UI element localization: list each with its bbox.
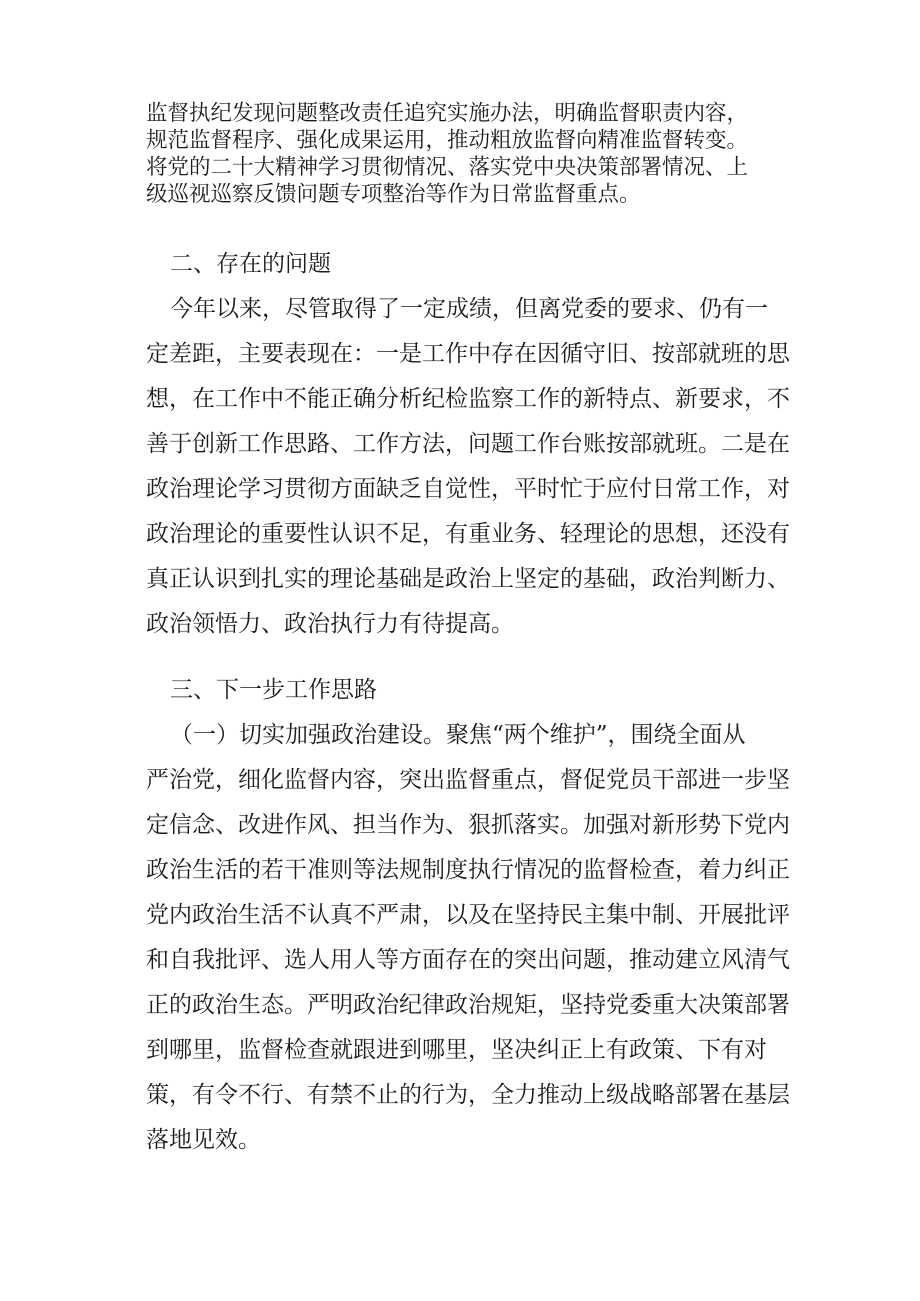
text-line: 规范监督程序、强化成果运用，推动粗放监督向精准监督转变。: [146, 128, 749, 153]
text-line: （一）切实加强政治建设。聚焦“两个维护”，围绕全面从: [170, 722, 746, 748]
text-line: 级巡视巡察反馈问题专项整治等作为日常监督重点。: [146, 182, 641, 207]
text-line: 策，有令不行、有禁不止的行为，全力推动上级战略部署在基层: [146, 1082, 790, 1108]
text-line: 将党的二十大精神学习贯彻情况、落实党中央决策部署情况、上: [146, 155, 749, 180]
text-line: 监督执纪发现问题整改责任追究实施办法，明确监督职责内容，: [146, 101, 749, 126]
text-line: 定信念、改进作风、担当作为、狠抓落实。加强对新形势下党内: [146, 812, 790, 838]
text-line: 政治生活的若干准则等法规制度执行情况的监督检查，着力纠正: [146, 857, 790, 883]
section-existing-problems: [146, 242, 790, 647]
text-line: 真正认识到扎实的理论基础是政治上坚定的基础，政治判断力、: [146, 566, 790, 592]
text-line: 党内政治生活不认真不严肃，以及在坚持民主集中制、开展批评: [146, 902, 790, 928]
text-line: 落地见效。: [146, 1127, 261, 1153]
text-line: 严治党，细化监督内容，突出监督重点，督促党员干部进一步坚: [146, 767, 790, 793]
text-line: 到哪里，监督检查就跟进到哪里，坚决纠正上有政策、下有对: [146, 1037, 767, 1063]
text-line: 正的政治生态。严明政治纪律政治规矩，坚持党委重大决策部署: [146, 992, 790, 1018]
text-line: 今年以来，尽管取得了一定成绩，但离党委的要求、仍有一: [170, 296, 768, 322]
text-line: 想，在工作中不能正确分析纪检监察工作的新特点、新要求，不: [146, 386, 790, 412]
text-line: 政治理论的重要性认识不足，有重业务、轻理论的思想，还没有: [146, 521, 790, 547]
text-line: 政治理论学习贯彻方面缺乏自觉性，平时忙于应付日常工作，对: [146, 476, 790, 502]
section-heading: 二、存在的问题: [170, 251, 331, 277]
text-line: 定差距，主要表现在：一是工作中存在因循守旧、按部就班的思: [146, 341, 790, 367]
section-heading: 三、下一步工作思路: [170, 677, 377, 703]
section-next-steps: [146, 668, 790, 1163]
text-line: 和自我批评、选人用人等方面存在的突出问题，推动建立风清气: [146, 947, 790, 973]
text-line: 善于创新工作思路、工作方法，问题工作台账按部就班。二是在: [146, 431, 790, 457]
paragraph-supervision-measures: [146, 100, 786, 208]
text-line: 政治领悟力、政治执行力有待提高。: [146, 611, 514, 637]
